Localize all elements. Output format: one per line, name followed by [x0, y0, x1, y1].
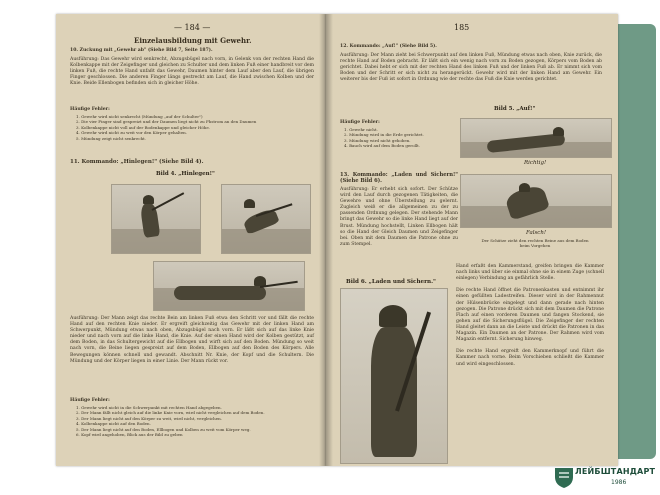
right-page [326, 14, 618, 466]
caption-bild-5: Bild 5. „Auf!" [494, 106, 536, 112]
watermark-year: 1986 [611, 479, 627, 486]
photo-kneeling-soldier [111, 184, 201, 254]
photo-lowering-soldier [221, 184, 311, 254]
caption-bild-6: Bild 6. „Laden und Sichern." [346, 279, 436, 285]
left-page [56, 14, 326, 466]
caption-richtig: Richtig! [524, 160, 547, 166]
body-paragraph-5: Hand erfaßt den Kammerstand, greifen bringen die Kammer nach links und über sie einmal ohne sie in einem Zuge (schnell einlegen) Verbindung an gefährlich Stelle. Die rechte Hand öffnet die Patronenkasten und entnimmt ihr einen gefüllten Ladestreifen. Dieser wird in der Rahmennut der Hülsenbrücke eingelegt und dann gerade nach hinten gezogen. Die Patrone drückt sich mit dem Daumen die Patrone Flach auf einen vorderen Daumen und fangen Stockend, sie gehen auf die Sicherungsflügel. Die Zeigefinger der rechten Hand gleitet dann an die Leiste und drückt die Patronen in das Magazin. Ein Daumen an der Patrone. Der Rahmen wird vom Magazin entfernt. Sicherung hinweg. Die rechte Hand ergreift den Kammerknopf und führt die Kammer nach vorne. Beim Vorschieben schließt die Kammer und wird eingeschlossen. [456, 264, 604, 367]
command-11-heading: 11. Kommando: „Hinlegen!" (Siehe Bild 4). [70, 159, 204, 165]
body-paragraph-4: Ausführung: Er erhebt sich sofort. Der Schütze wird den Lauf durch gezogenen Tätigkeiten, die Gewehre und ohne Überstellung zu gelernt. Zugleich weiß er die allgemeinen zu der zu passenden Ordnung gelegen. Der stehende Mann bringt das Gewehr so die linke Hand liegt auf der Brust. Mündung hochstellt, Linken Ellbogen hält so die Hand der Gleich Daumen und Zeigefinger bei. Oben mit dem Daumen die Patrone ohne zu zum Stempel. [340, 187, 460, 247]
caption-falsch: Falsch! [526, 230, 547, 236]
faults-title-3: Häufige Fehler: [340, 120, 380, 125]
command-13-heading: 13. Kommando: „Laden und Sichern!" (Siehe Bild 6). [340, 172, 460, 185]
left-page-header: Einzelausbildung mit Gewehr. [134, 36, 252, 45]
caption-bild-4: Bild 4. „Hinlegen!" [156, 171, 215, 177]
faults-list-3: 1. Gewehr nicht. 2. Mündung wird in die Erde gerichtet. 3. Mündung wird nicht gehoben. 4. Bauch wird auf dem Boden gerollt. [344, 127, 424, 149]
faults-title-2: Häufige Fehler: [70, 398, 110, 403]
right-page-number: 185 [454, 23, 470, 32]
caption-falsch-description: Der Schütze zieht den rechten Beine aus dem Boden beim Vorgehen [481, 238, 590, 249]
watermark-brand: ЛЕЙБШТАНДАРТ [575, 467, 656, 476]
photo-prone-soldier [153, 261, 305, 311]
command-12-heading: 12. Kommando: „Auf!" (Siehe Bild 5). [340, 44, 437, 49]
photo-rising-soldier [460, 118, 612, 158]
photo-wrong-rising [460, 174, 612, 228]
body-paragraph-2: Ausführung: Der Mann zeigt das rechte Bein am linken Fuß etwa den Schritt vor und fällt die rechte Hand auf den rechten Knie nieder. Er ergreift gleichzeitig das Gewehr mit der linken Hand am Schwerpunkt, Mündung etwas nach oben, Abzugsbügel nach vorn. Er läßt sich auf das linke Knie nieder und nach vorn auf die linke Hand, die Knie. Auf der einen Hand wird der Kolben gestützt, auf dem Boden, in das Schultergewicht auf die Ellbogen und wirft sich auf den Boden. Mündung so weit nach vorn, die Beine liegen gespreizt auf dem Boden, Ellbogen auf den Boden des Körpers. Alle Bewegungen können schnell und gewandt. Abschnitt Nr. Knie, der Kopf und die Schultern. Die Mündung und der Körper liegen in einer Linie. Der Mann rückt vor. [70, 316, 316, 364]
shield-icon [553, 465, 575, 489]
section-10-heading: 10. Zuckung mit „Gewehr ab" (Siehe Bild 7, Seite 187). [70, 48, 213, 53]
open-book [56, 14, 639, 466]
faults-title-1: Häufige Fehler: [70, 107, 110, 112]
faults-list-1: 1. Gewehr wird nicht senkrecht (Mündung „auf der Schulter") 2. Die vier Finger sind gespreizt und der Daumen liegt nicht zu Fhstrom an den Daumen 3. Kolbenkappe nicht voll auf der Bodenkappe und gleicher Höhe. 4. Gewehr wird nicht zu weit vor den Körper gehalten. 5. Mündung zeigt nicht senkrecht. [76, 114, 257, 141]
watermark-logo [553, 465, 655, 491]
photo-loading-soldier [340, 288, 448, 464]
book-spine-shadow [319, 14, 333, 466]
body-paragraph-3: Ausführung: Der Mann zieht bei Schwerpunkt auf den linken Fuß, Mündung etwas nach oben, Knie zurück, die rechte Hand auf Boden gebracht. Er läßt sich ein wenig nach vorn zu Boden gezogen, Körpers vom Boden ab gerichtet. Dabei hebt er sich mit der rechten Hand des linken Fuß und der linken Fuß ab. Er nimmt sich vom Boden und der Schritt er sich nicht zu herangerückt. Gewehr wird mit der linken Hand am Gewehr. Ein weiterer bis der Fuß ist sofort in Ordnung wie der rechte das Fuß die Knie werden gerichtet. [340, 53, 604, 83]
faults-list-2: 1. Gewehr wird nicht in die Schwerpunkt mit rechten Hand abgegeben. 2. Der Mann fällt nicht gleich auf die linke Knie vorn, wird nicht vergleichen auf dem Boden. 3. Der Mann liegt nicht auf den Körper zu weit, wird nicht, vergleichen. 4. Kolbenkappe nicht auf den Boden. 5. Der Mann liegt nicht auf den Boden, Ellbogen und Kolben zu weit vom Körper weg. 6. Kopf wird angehoben, Blick aus der Bild zu geben [76, 405, 265, 438]
left-page-number: — 184 — [174, 23, 211, 32]
body-paragraph-1: Ausführung: Das Gewehr wird senkrecht, Abzugsbügel nach vorn, in Gelenk von der rechten Hand die Kolbenkappe mit der Zeigefinger und gleichen zu Schulter und dem linken Fuß einer handbreit vor dem linken Fuß, die rechte Hand unfaßt das Gewehr, Daumen hinter dem Lauf aber den Lauf, die übrigen Finger geschlossen. Die anderen Finger längs gestreckt am Lauf, die Hand zwischen Kolben und der Knie. Beide Ellenbogen befinden sich in gleicher Höhe. [70, 57, 316, 87]
